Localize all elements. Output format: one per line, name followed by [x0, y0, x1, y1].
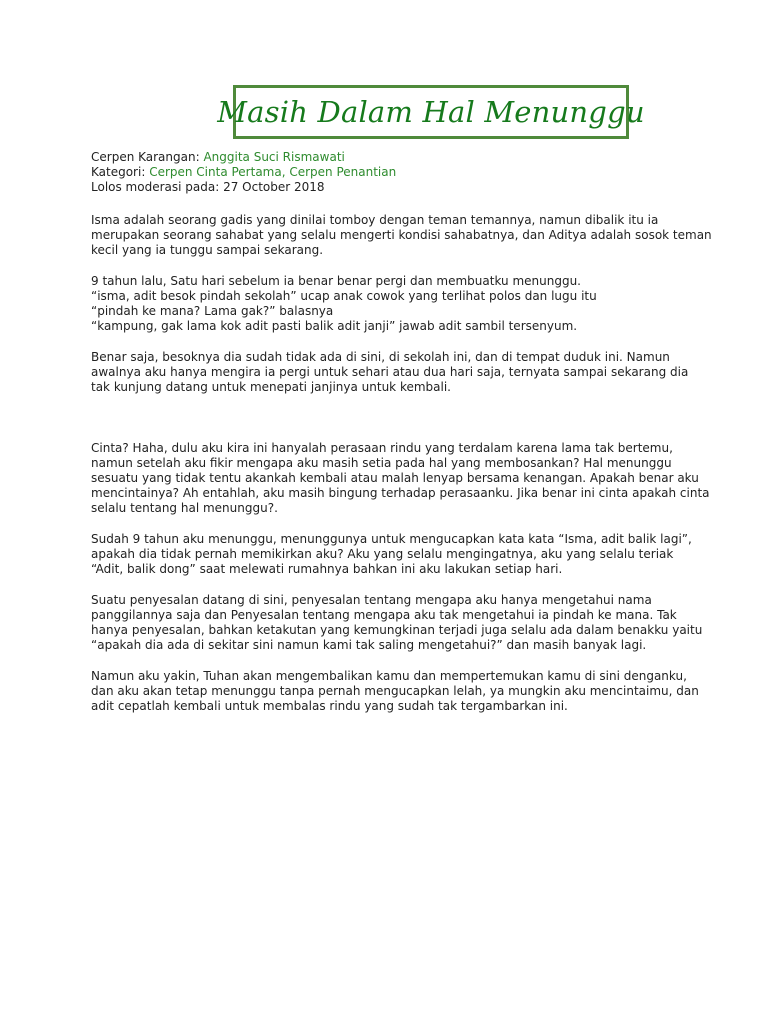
- paragraph-line: “isma, adit besok pindah sekolah” ucap anak cowok yang terlihat polos dan lugu itu: [91, 289, 597, 303]
- story-paragraph: [91, 441, 710, 516]
- paragraph-line: Cinta? Haha, dulu aku kira ini hanyalah perasaan rindu yang terdalam karena lama tak bertemu,: [91, 441, 673, 455]
- moderation-line: [91, 180, 691, 195]
- story-paragraph: [91, 213, 712, 258]
- story-content: [91, 150, 712, 714]
- paragraph-line: hanya penyesalan, bahkan ketakutan yang kemungkinan terjadi juga selalu ada dalam benakku yaitu: [91, 623, 703, 637]
- category-links[interactable]: Cerpen Cinta Pertama, Cerpen Penantian: [149, 165, 397, 179]
- paragraph-line: merupakan seorang sahabat yang selalu mengerti kondisi sahabatnya, dan Aditya adalah sosok teman: [91, 228, 712, 242]
- author-label: Cerpen Karangan:: [91, 150, 204, 164]
- title-box: [217, 85, 645, 139]
- paragraph-line: sesuatu yang tidak tentu akankah kembali atau malah lenyap bersama kenangan. Apakah benar aku: [91, 471, 699, 485]
- story-paragraph: [91, 593, 703, 653]
- paragraph-line: mencintainya? Ah entahlah, aku masih bingung terhadap perasaanku. Jika benar ini cinta apakah cinta: [91, 486, 710, 500]
- paragraph-line: dan aku akan tetap menunggu tanpa pernah mengucapkan lelah, ya mungkin aku mencintaimu, dan: [91, 684, 699, 698]
- story-body: [91, 213, 712, 714]
- moderation-date: 27 October 2018: [223, 180, 325, 194]
- category-line: [91, 165, 691, 180]
- paragraph-line: Namun aku yakin, Tuhan akan mengembalikan kamu dan mempertemukan kamu di sini denganku,: [91, 669, 687, 683]
- paragraph-line: “pindah ke mana? Lama gak?” balasnya: [91, 304, 334, 318]
- paragraph-line: namun setelah aku fikir mengapa aku masih setia pada hal yang membosankan? Hal menunggu: [91, 456, 672, 470]
- moderation-label: Lolos moderasi pada:: [91, 180, 224, 194]
- paragraph-line: awalnya aku hanya mengira ia pergi untuk sehari atau dua hari saja, ternyata sampai sekarang dia: [91, 365, 689, 379]
- paragraph-line: “apakah dia ada di sekitar sini namun kami tak saling mengetahui?” dan masih banyak lagi.: [91, 638, 647, 652]
- story-title: Masih Dalam Hal Menunggu: [217, 95, 645, 129]
- story-paragraph: [91, 532, 691, 577]
- paragraph-line: “Adit, balik dong” saat melewati rumahnya bahkan ini aku lakukan setiap hari.: [91, 562, 563, 576]
- paragraph-line: apakah dia tidak pernah memikirkan aku? Aku yang selalu mengingatnya, aku yang selalu teriak: [91, 547, 674, 561]
- paragraph-line: Isma adalah seorang gadis yang dinilai tomboy dengan teman temannya, namun dibalik itu ia: [91, 213, 659, 227]
- story-paragraph: [91, 274, 691, 334]
- author-line: [91, 150, 691, 165]
- paragraph-line: selalu tentang hal menunggu?.: [91, 501, 278, 515]
- paragraph-line: panggilannya saja dan Penyesalan tentang mengapa aku tak mengetahui ia pindah ke mana. Tak: [91, 608, 677, 622]
- category-label: Kategori:: [91, 165, 150, 179]
- story-paragraph: [91, 669, 699, 714]
- paragraph-line: kecil yang ia tunggu sampai sekarang.: [91, 243, 324, 257]
- paragraph-line: tak kunjung datang untuk menepati janjinya untuk kembali.: [91, 380, 451, 394]
- paragraph-line: “kampung, gak lama kok adit pasti balik adit janji” jawab adit sambil tersenyum.: [91, 319, 578, 333]
- author-link[interactable]: Anggita Suci Rismawati: [203, 150, 345, 164]
- story-paragraph: [91, 350, 691, 395]
- paragraph-line: Benar saja, besoknya dia sudah tidak ada di sini, di sekolah ini, dan di tempat duduk ini. Namun: [91, 350, 670, 364]
- paragraph-line: adit cepatlah kembali untuk membalas rindu yang sudah tak tergambarkan ini.: [91, 699, 568, 713]
- paragraph-line: Sudah 9 tahun aku menunggu, menunggunya untuk mengucapkan kata kata “Isma, adit balik lagi”,: [91, 532, 692, 546]
- paragraph-line: 9 tahun lalu, Satu hari sebelum ia benar benar pergi dan membuatku menunggu.: [91, 274, 581, 288]
- paragraph-line: Suatu penyesalan datang di sini, penyesalan tentang mengapa aku hanya mengetahui nama: [91, 593, 652, 607]
